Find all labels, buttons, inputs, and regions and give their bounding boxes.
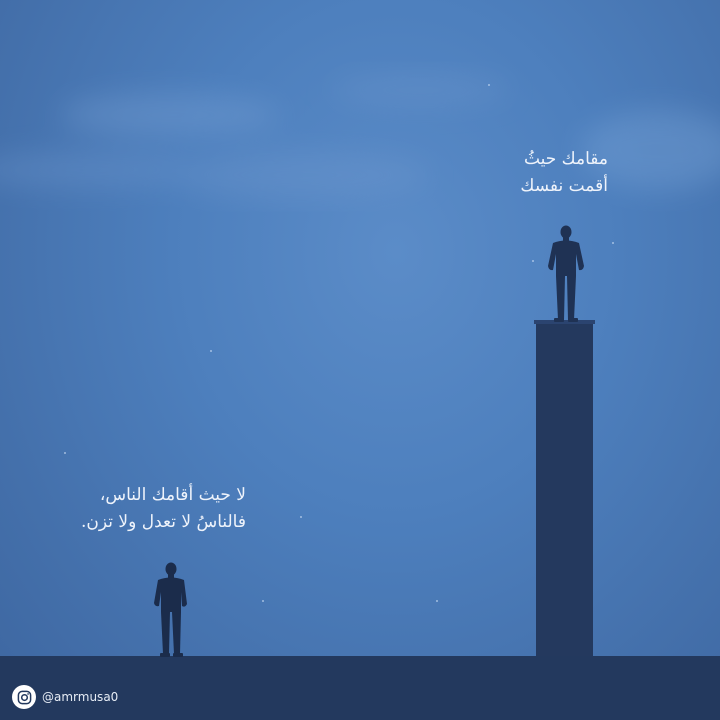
- star: [262, 600, 264, 602]
- man-on-ground: [150, 560, 190, 657]
- quote-bottom-line-1: لا حيث أقامك الناس،: [99, 485, 246, 505]
- man-on-pillar: [543, 224, 589, 322]
- quote-top-line-1: مقامك حيثُ: [523, 149, 608, 169]
- star: [300, 516, 302, 518]
- star: [64, 452, 66, 454]
- watermark: [12, 684, 118, 710]
- star: [532, 260, 534, 262]
- star: [612, 242, 614, 244]
- star: [488, 84, 490, 86]
- quote-top-line-2: أقمت نفسك: [520, 176, 608, 196]
- tall-pillar: [536, 322, 593, 656]
- quote-bottom: [70, 482, 246, 536]
- instagram-handle: @amrmusa0: [42, 690, 119, 704]
- instagram-icon: [12, 685, 36, 709]
- star: [210, 350, 212, 352]
- quote-bottom-line-2: فالناسُ لا تعدل ولا تزن.: [81, 512, 246, 532]
- quote-top: [480, 146, 608, 200]
- star: [436, 600, 438, 602]
